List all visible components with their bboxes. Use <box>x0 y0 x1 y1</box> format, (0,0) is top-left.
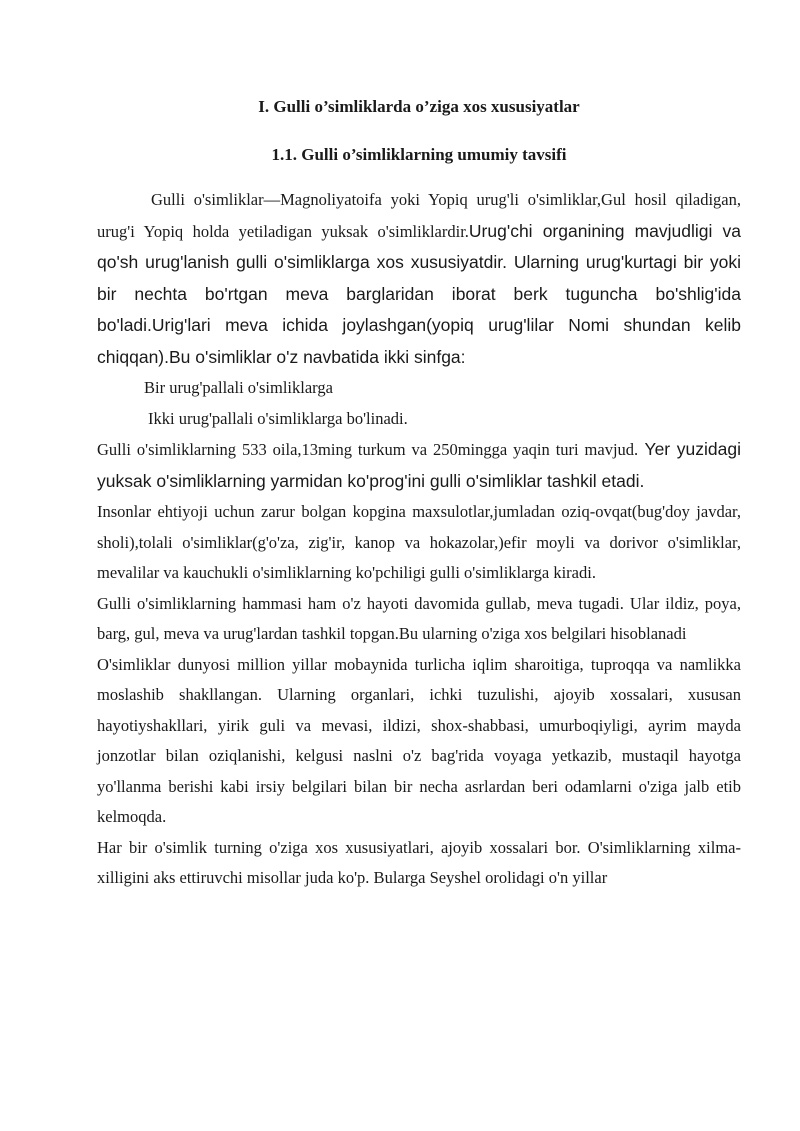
section-heading: 1.1. Gulli o’simliklarning umumiy tavsifi <box>271 145 567 164</box>
paragraph-human-needs: Insonlar ehtiyoji uchun zarur bolgan kopgina maxsulotlar,jumladan oziq-ovqat(bug'doy javdar, sholi),tolali o'simliklar(g'o'za, zig'ir, kanop va hokazolar,)efir moyli va dorivor o'simliklar, mevalilar va kauchukli o'simliklarning ko'pchiligi gulli o'simliklarga kiradi. <box>97 502 741 582</box>
chapter-heading: I. Gulli o’simliklarda o’ziga xos xususiyatlar <box>258 97 580 116</box>
paragraph-intro <box>97 185 741 373</box>
paragraph-adaptation: O'simliklar dunyosi million yillar mobaynida turlicha iqlim sharoitiga, tuproqqa va namlikka moslashib shakllangan. Ularning organlari, ichki tuzulishi, ajoyib xossalari, xususan hayotiyshakllari, yirik guli va mevasi, ildizi, shox-shabbasi, umurboqiyligi, ayrim mayda jonzotlar bilan oziqlanishi, kelgusi naslni o'z bag'rida voyaga yetkazib, mustaqil hayotga yo'llanma berishi kabi irsiy belgilari bilan bir necha asrlardan beri odamlarni o'ziga jalb etib kelmoqda. <box>97 654 741 826</box>
intro-text-sans: Urug'chi organining mavjudligi va qo'sh urug'lanish gulli o'simliklarga xos xususiyatdir. Ularning urug'kurtagi bir yoki bir nechta bo'rtgan meva barglaridan iborat berk tuguncha bo'shlig'ida bo'ladi.Urig'lari meva ichida joylashgan(yopiq urug'lilar Nomi shundan kelib chiqqan).Bu o'simliklar o'z navbatida ikki sinfga: <box>97 220 741 367</box>
species-count-sans: Yer yuzidagi yuksak o'simliklarning yarmidan ko'prog'ini gulli o'simliklar tashkil etadi. <box>97 439 741 491</box>
paragraph-species-count <box>97 434 741 497</box>
document-page <box>97 90 741 894</box>
intro-text-serif: Gulli o'simliklar—Magnoliyatoifa yoki Yopiq urug'li o'simliklar,Gul hosil qiladigan, urug'i Yopiq holda yetiladigan yuksak o'simliklardir. <box>97 190 741 241</box>
paragraph-organs: Gulli o'simliklarning hammasi ham o'z hayoti davomida gullab, meva tugadi. Ular ildiz, poya, barg, gul, meva va urug'lardan tashkil topgan.Bu ularning o'ziga xos belgilari hisoblanadi <box>97 593 741 643</box>
paragraph-diversity: Har bir o'simlik turning o'ziga xos xususiyatlari, ajoyib xossalari bor. O'simliklarning xilma-xilligini aks ettiruvchi misollar juda ko'p. Bularga Seyshel orolidagi o'n yillar <box>97 837 741 887</box>
species-count-serif: Gulli o'simliklarning 533 oila,13ming turkum va 250mingga yaqin turi mavjud. <box>97 440 639 459</box>
list-item: Bir urug'pallali o'simliklarga <box>144 378 333 397</box>
list-item: Ikki urug'pallali o'simliklarga bo'linadi. <box>148 408 408 428</box>
